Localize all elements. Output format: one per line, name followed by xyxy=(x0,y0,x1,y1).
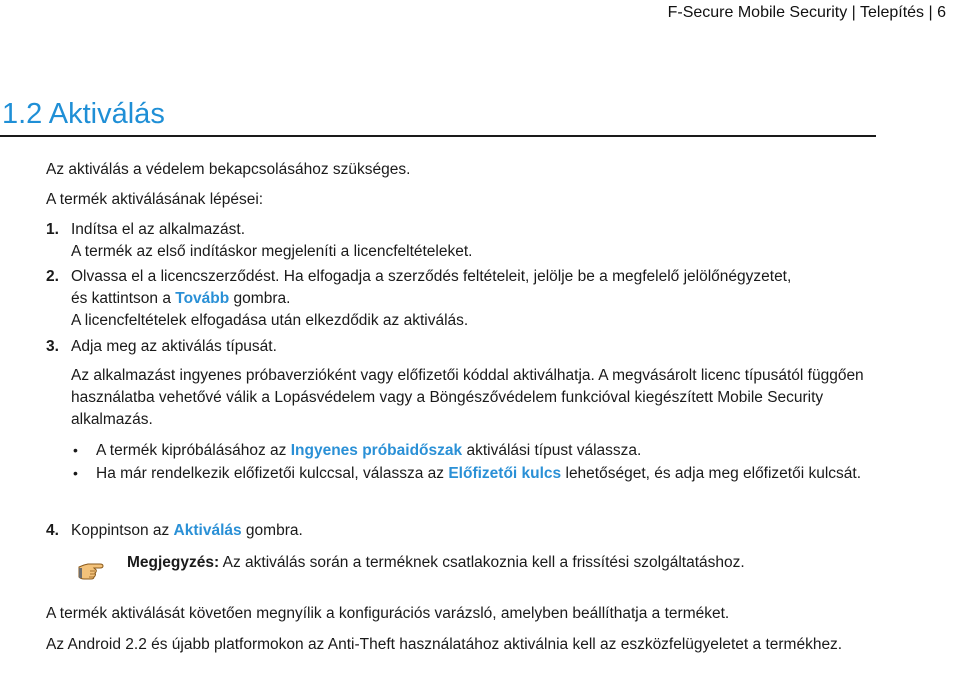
bullet-1-text xyxy=(96,439,896,462)
subscription-key-option-ref: Előfizetői kulcs xyxy=(448,465,562,482)
title-divider xyxy=(0,135,876,137)
step-2-number: 2. xyxy=(46,268,59,285)
note-label: Megjegyzés: xyxy=(127,554,220,571)
step-1-line2: A termék az első indításkor megjeleníti a licencfeltételeket. xyxy=(71,243,473,260)
tovabb-button-ref: Tovább xyxy=(175,290,230,307)
running-header: F-Secure Mobile Security | Telepítés | 6 xyxy=(667,4,946,21)
bullet-1-marker: • xyxy=(73,442,78,458)
step-2-text xyxy=(71,266,891,332)
bullet-2-post: lehetőséget, és adja meg előfizetői kulcsát. xyxy=(561,465,862,482)
step-4-pre: Koppintson az xyxy=(71,522,174,539)
step-4-post: gombra. xyxy=(241,522,303,539)
header-section: Telepítés xyxy=(860,4,925,21)
closing-text-1: A termék aktiválását követően megnyílik a konfigurációs varázsló, amelyben beállíthatja a terméket. xyxy=(46,605,730,622)
step-2-line2-post: gombra. xyxy=(229,290,291,307)
step-2-line1: Olvassa el a licencszerződést. Ha elfogadja a szerződés feltételeit, jelölje be a megfelelő jelölőnégyzetet, xyxy=(71,268,792,285)
bullet-2-pre: Ha már rendelkezik előfizetői kulccsal, válassza az xyxy=(96,465,449,482)
step-3-number: 3. xyxy=(46,338,59,355)
step-2-line2-pre: és kattintson a xyxy=(71,290,176,307)
note-text: Az aktiválás során a terméknek csatlakoznia kell a frissítési szolgáltatáshoz. xyxy=(219,554,745,571)
section-title: 1.2 Aktiválás xyxy=(2,98,165,130)
step-4-text xyxy=(71,520,891,542)
pointing-hand-icon xyxy=(78,556,104,580)
note xyxy=(127,552,927,574)
step-3-text: Adja meg az aktiválás típusát. xyxy=(71,338,277,355)
header-product: F-Secure Mobile Security xyxy=(667,4,848,21)
step-3-paragraph: Az alkalmazást ingyenes próbaverzióként vagy előfizetői kóddal aktiválhatja. A megvásárolt licenc típusától függően használatba vehetővé válik a Lopásvédelem vagy a Böngészővédelem funkcióval kiegészített Mobile Security alkalmazás. xyxy=(71,367,864,428)
intro-text: Az aktiválás a védelem bekapcsolásához szükséges. xyxy=(46,161,411,178)
bullet-1-pre: A termék kipróbálásához az xyxy=(96,442,291,459)
step-4-number: 4. xyxy=(46,522,59,539)
page-number: 6 xyxy=(937,4,946,21)
step-1-line1: Indítsa el az alkalmazást. xyxy=(71,221,246,238)
free-trial-option-ref: Ingyenes próbaidőszak xyxy=(290,442,463,459)
step-2-line3: A licencfeltételek elfogadása után elkezdődik az aktiválás. xyxy=(71,312,469,329)
step-1-text xyxy=(71,219,891,263)
bullet-1-post: aktiválási típust válassza. xyxy=(462,442,642,459)
bullet-2-text xyxy=(96,462,896,485)
steps-intro: A termék aktiválásának lépései: xyxy=(46,191,264,208)
bullet-2-marker: • xyxy=(73,465,78,481)
activate-button-ref: Aktiválás xyxy=(173,522,242,539)
closing-text-2: Az Android 2.2 és újabb platformokon az Anti-Theft használatához aktiválnia kell az eszközfelügyeletet a termékhez. xyxy=(46,636,843,653)
step-1-number: 1. xyxy=(46,221,59,238)
